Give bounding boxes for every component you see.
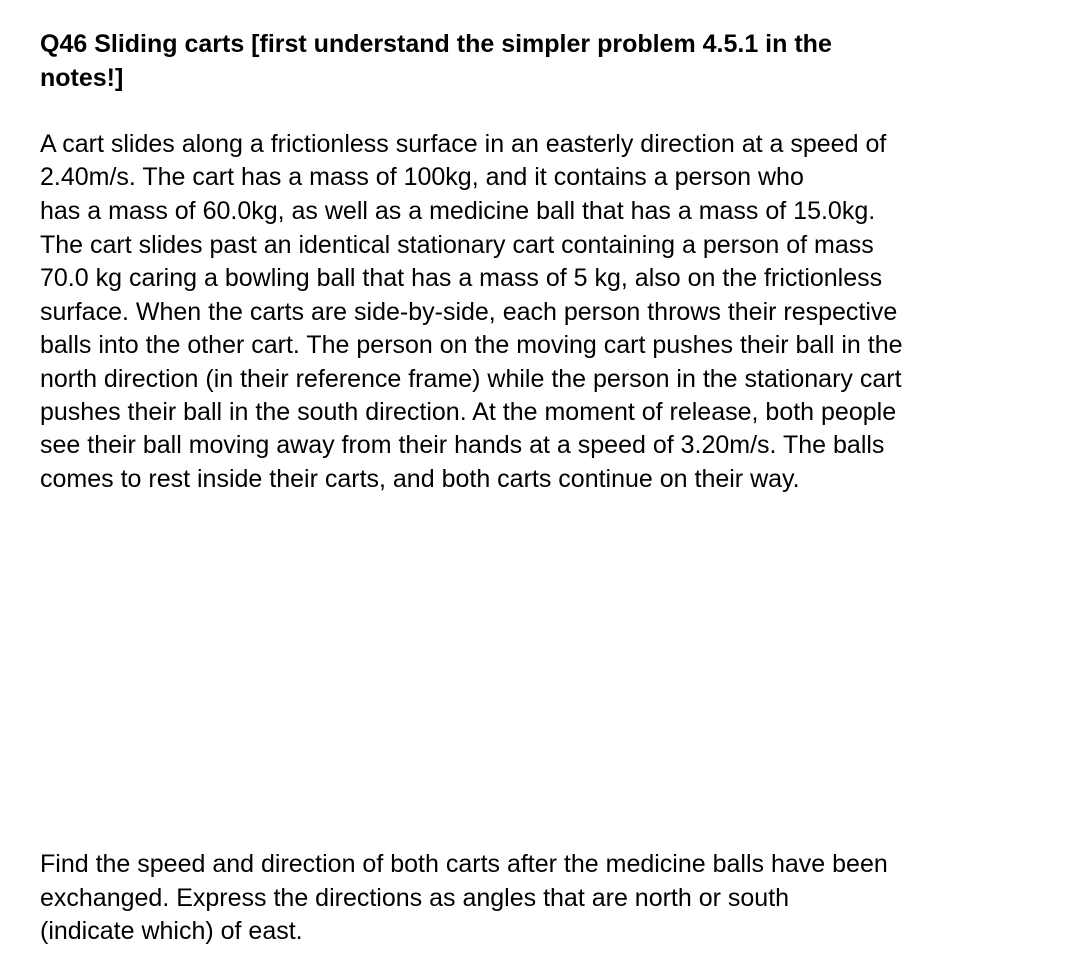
question-line: (indicate which) of east. <box>40 917 303 945</box>
problem-line: see their ball moving away from their hands at a speed of 3.20m/s. The balls <box>40 431 885 459</box>
problem-line: surface. When the carts are side-by-side, each person throws their respective <box>40 298 898 326</box>
title-line: Q46 Sliding carts [first understand the simpler problem 4.5.1 in the <box>40 30 832 58</box>
problem-title <box>40 27 1060 95</box>
problem-line: balls into the other cart. The person on the moving cart pushes their ball in the <box>40 331 903 359</box>
problem-line: pushes their ball in the south direction. At the moment of release, both people <box>40 398 897 426</box>
title-line: notes!] <box>40 64 124 92</box>
problem-line: 70.0 kg caring a bowling ball that has a mass of 5 kg, also on the frictionless <box>40 264 883 292</box>
problem-line: 2.40m/s. The cart has a mass of 100kg, and it contains a person who <box>40 163 804 191</box>
problem-line: comes to rest inside their carts, and both carts continue on their way. <box>40 465 800 493</box>
problem-line: The cart slides past an identical stationary cart containing a person of mass <box>40 231 874 259</box>
question-line: exchanged. Express the directions as angles that are north or south <box>40 884 790 912</box>
question-line: Find the speed and direction of both carts after the medicine balls have been <box>40 850 888 878</box>
problem-line: A cart slides along a frictionless surface in an easterly direction at a speed of <box>40 130 887 158</box>
problem-line: north direction (in their reference frame) while the person in the stationary cart <box>40 365 902 393</box>
problem-line: has a mass of 60.0kg, as well as a medicine ball that has a mass of 15.0kg. <box>40 197 876 225</box>
